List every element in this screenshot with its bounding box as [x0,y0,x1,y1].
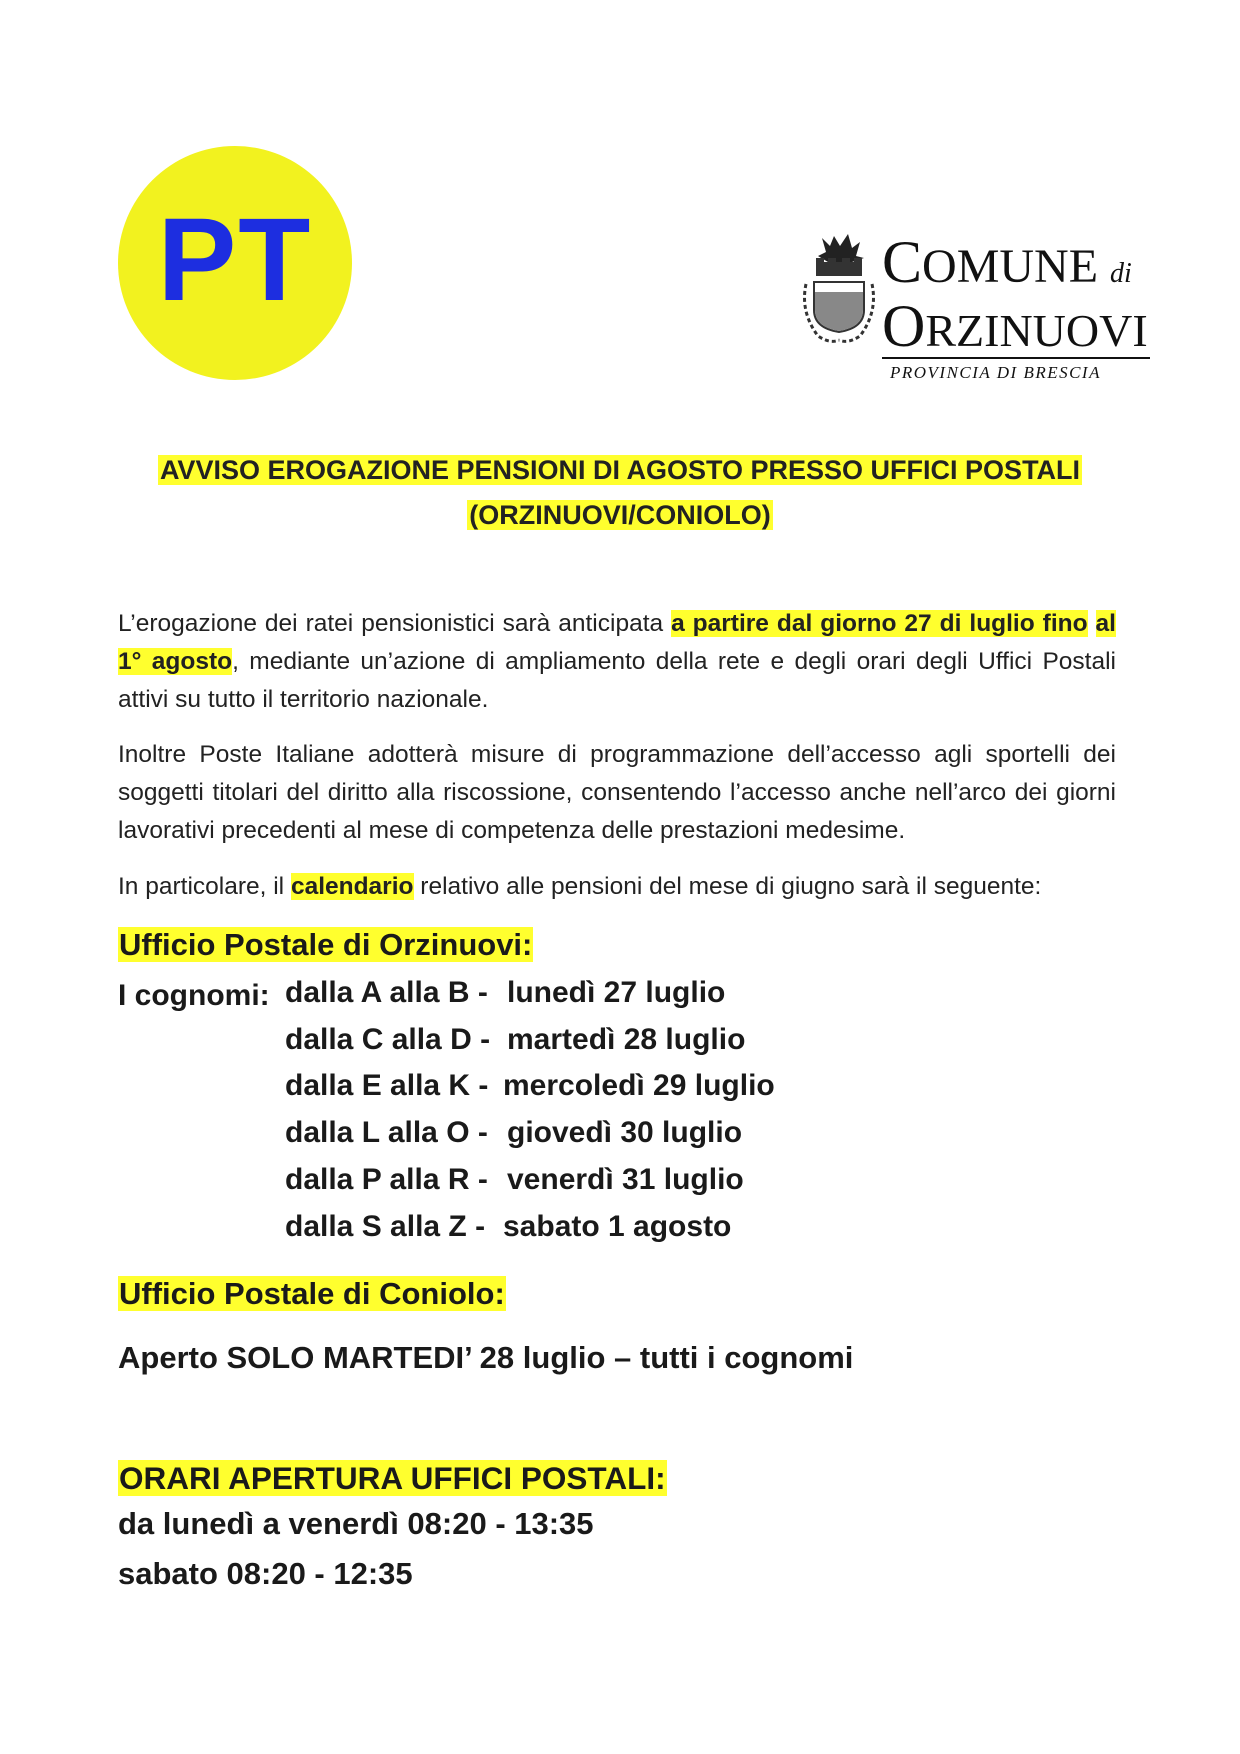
pt-logo-text: PT [157,194,313,326]
comune-logo-text [882,229,1150,383]
schedule-row: dalla E alla K - mercoledì 29 luglio [285,1069,775,1102]
comune-logo-line3: PROVINCIA DI BRESCIA [890,363,1101,382]
hours-weekdays: da lunedì a venerdì 08:20 - 13:35 [118,1506,594,1541]
poste-italiane-logo [118,146,352,380]
notice-title [120,448,1120,538]
schedule-row: dalla C alla D - martedì 28 luglio [285,1023,746,1056]
heading-orari: ORARI APERTURA UFFICI POSTALI: [119,1460,666,1496]
comune-logo-line2: ORZINUOVI [882,293,1148,359]
notice-title-line2: (ORZINUOVI/CONIOLO) [469,500,771,530]
paragraph-calendar: In particolare, il calendario relativo alle pensioni del mese di giugno sarà il seguente: [118,873,1042,900]
paragraph-intro: L’erogazione dei ratei pensionistici sarà anticipata a partire dal giorno 27 di luglio fino al 1° agosto, mediante un’azione di ampliamento della rete e degli orari degli Uffici Postali attivi su tutto il territorio nazionale. [118,610,1116,713]
schedule-label: I cognomi: [118,979,270,1012]
coniolo-schedule: Aperto SOLO MARTEDI’ 28 luglio – tutti i cognomi [118,1340,854,1375]
comune-logo-line1: COMUNE di [882,229,1132,295]
schedule-row: dalla S alla Z - sabato 1 agosto [285,1210,732,1243]
paragraph-programming: Inoltre Poste Italiane adotterà misure di programmazione dell’accesso agli sportelli dei soggetti titolari del diritto alla riscossione, consentendo l’accesso anche nell’arco dei giorni lavorativi precedenti al mese di competenza delle prestazioni medesime. [118,741,1116,844]
schedule-row: dalla A alla B - lunedì 27 luglio [285,976,726,1009]
heading-orzinuovi: Ufficio Postale di Orzinuovi: [119,927,533,962]
notice-title-line1: AVVISO EROGAZIONE PENSIONI DI AGOSTO PRESSO UFFICI POSTALI [159,455,1081,485]
hours-saturday: sabato 08:20 - 12:35 [118,1556,413,1591]
schedule-row: dalla P alla R - venerdì 31 luglio [285,1163,744,1196]
schedule-row: dalla L alla O - giovedì 30 luglio [285,1116,743,1149]
heading-coniolo: Ufficio Postale di Coniolo: [119,1276,505,1311]
